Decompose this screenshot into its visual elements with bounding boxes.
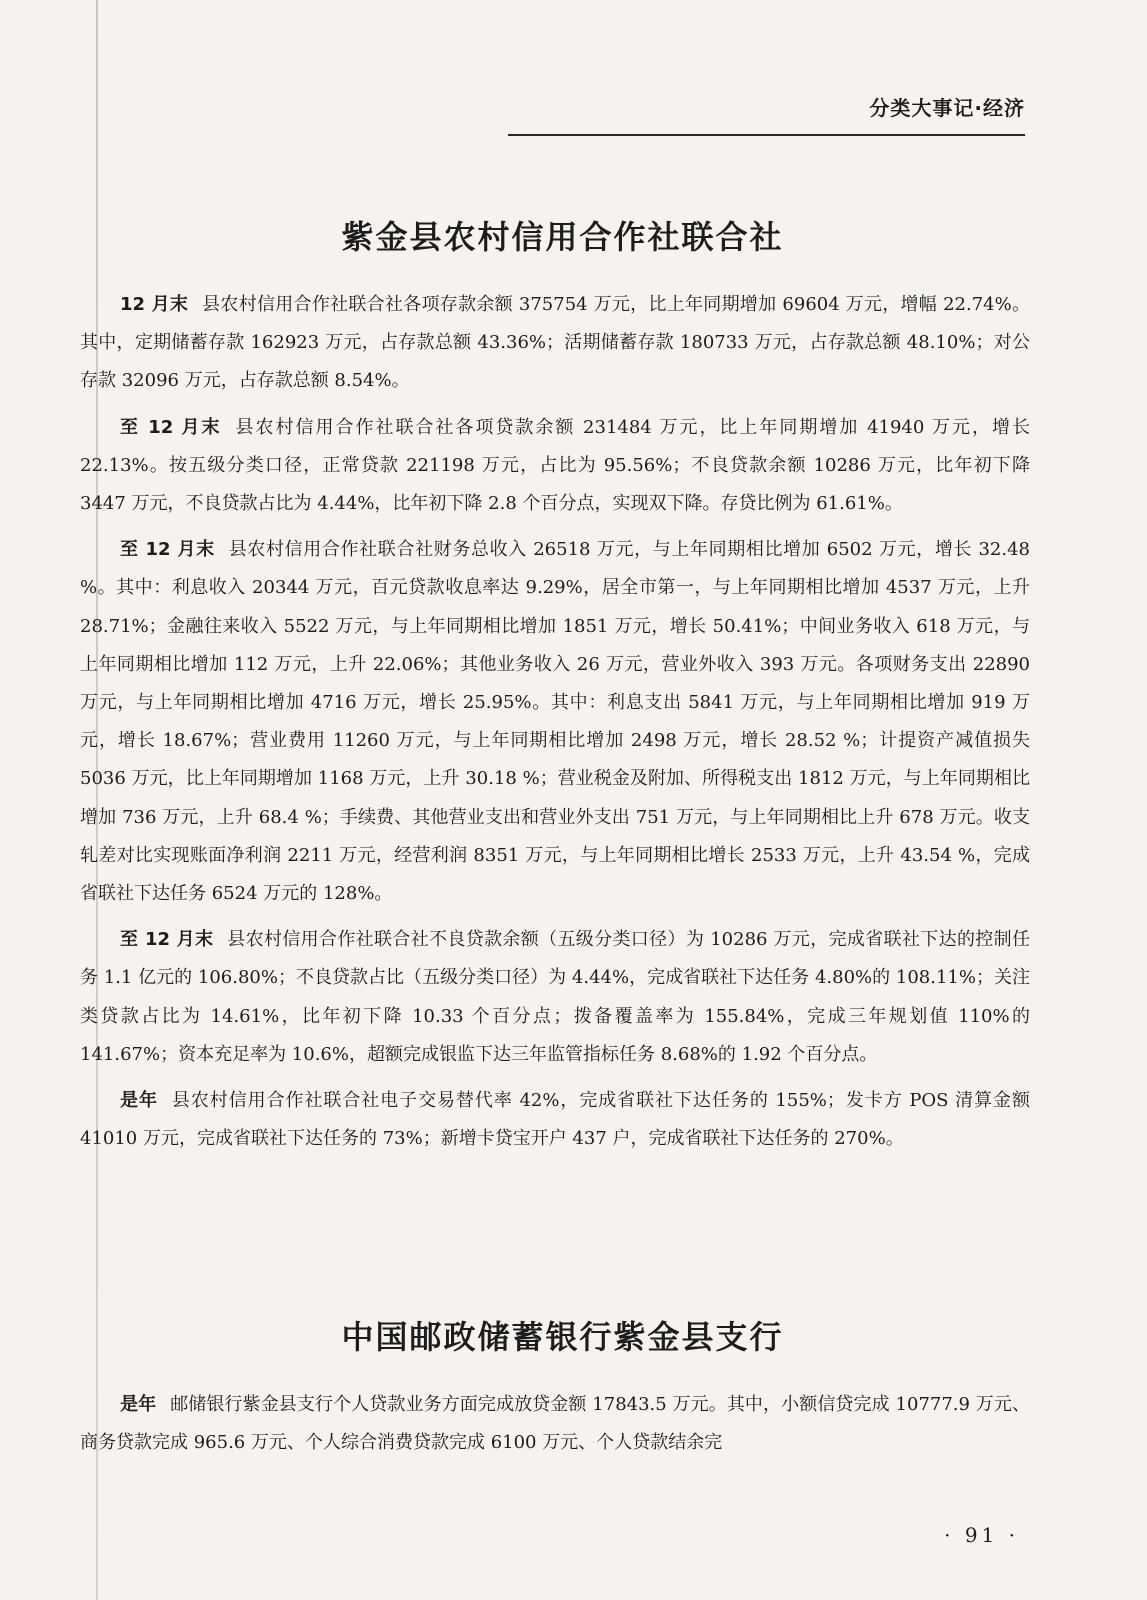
paragraph-lead: 至 12 月末 (120, 539, 215, 561)
paragraph (80, 921, 1030, 1074)
paragraph-text: 县农村信用合作社联合社不良贷款余额（五级分类口径）为 10286 万元，完成省联社下达的控制任务 1.1 亿元的 106.80%；不良贷款占比（五级分类口径）为 4.44%，完成省联社下达任务 4.80%的 108.11%；关注类贷款占比为 14.61%，比年初下降 10.33 个百分点；拨备覆盖率为 155.84%，完成三年规划值 110%的 141.67%；资本充足率为 10.6%，超额完成银监下达三年监管指标任务 8.68%的 1.92 个百分点。 (80, 929, 1030, 1065)
paragraph-lead: 至 12 月末 (120, 416, 222, 438)
paragraph (80, 531, 1030, 913)
paragraph-lead: 12 月末 (120, 294, 189, 315)
section-title-rural-credit: 紫金县农村信用合作社联合社 (341, 218, 784, 256)
paragraph-text: 县农村信用合作社联合社各项存款余额 375754 万元，比上年同期增加 69604 万元，增幅 22.74%。其中，定期储蓄存款 162923 万元，占存款总额 43.36%；活期储蓄存款 180733 万元，占存款总额 48.10%；对公存款 32096 万元，占存款总额 8.54%。 (80, 294, 1030, 392)
paragraph-lead: 是年 (120, 1090, 158, 1112)
paragraph-text: 县农村信用合作社联合社电子交易替代率 42%，完成省联社下达任务的 155%；发卡方 POS 清算金额 41010 万元，完成省联社下达任务的 73%；新增卡贷宝开户 437 户，完成省联社下达任务的 270%。 (80, 1090, 1030, 1150)
paragraph-text: 县农村信用合作社联合社各项贷款余额 231484 万元，比上年同期增加 41940 万元，增长 22.13%。按五级分类口径，正常贷款 221198 万元，占比为 95.56%；不良贷款余额 10286 万元，比年初下降 3447 万元，不良贷款占比为 4.44%，比年初下降 2.8 个百分点，实现双下降。存贷比例为 61.61%。 (80, 416, 1030, 515)
paragraph (80, 286, 1030, 401)
page-number: · 91 · (944, 1523, 1019, 1547)
paragraph (80, 409, 1030, 524)
paragraph (80, 1082, 1030, 1158)
section-body-rural-credit (80, 286, 1030, 1166)
paragraph-text: 邮储银行紫金县支行个人贷款业务方面完成放贷金额 17843.5 万元。其中，小额信贷完成 10777.9 万元、商务贷款完成 965.6 万元、个人综合消费贷款完成 6100 万元、个人贷款结余完 (80, 1394, 1030, 1454)
paragraph-lead: 是年 (120, 1394, 157, 1415)
section-title-postal-savings: 中国邮政储蓄银行紫金县支行 (341, 1318, 784, 1356)
section-body-postal-savings (80, 1386, 1030, 1470)
paragraph-text: 县农村信用合作社联合社财务总收入 26518 万元，与上年同期相比增加 6502 万元，增长 32.48 %。其中：利息收入 20344 万元，百元贷款收息率达 9.29%，居全市第一，与上年同期相比增加 4537 万元，上升 28.71%；金融往来收入 5522 万元，与上年同期相比增加 1851 万元，增长 50.41%；中间业务收入 618 万元，与上年同期相比增加 112 万元，上升 22.06%；其他业务收入 26 万元，营业外收入 393 万元。各项财务支出 22890 万元，与上年同期相比增加 4716 万元，增长 25.95%。其中：利息支出 5841 万元，与上年同期相比增加 919 万元，增长 18.67%；营业费用 11260 万元，与上年同期相比增加 2498 万元，增长 28.52 %；计提资产减值损失 5036 万元，比上年同期增加 1168 万元，上升 30.18 %；营业税金及附加、所得税支出 1812 万元，与上年同期相比增加 736 万元，上升 68.4 %；手续费、其他营业支出和营业外支出 751 万元，与上年同期相比上升 678 万元。收支轧差对比实现账面净利润 2211 万元，经营利润 8351 万元，与上年同期相比增长 2533 万元，上升 43.54 %，完成省联社下达任务 6524 万元的 128%。 (80, 539, 1030, 905)
paragraph-lead: 至 12 月末 (120, 929, 214, 951)
running-head: 分类大事记·经济 (869, 96, 1025, 120)
header-rule (508, 134, 1025, 136)
paragraph (80, 1386, 1030, 1462)
